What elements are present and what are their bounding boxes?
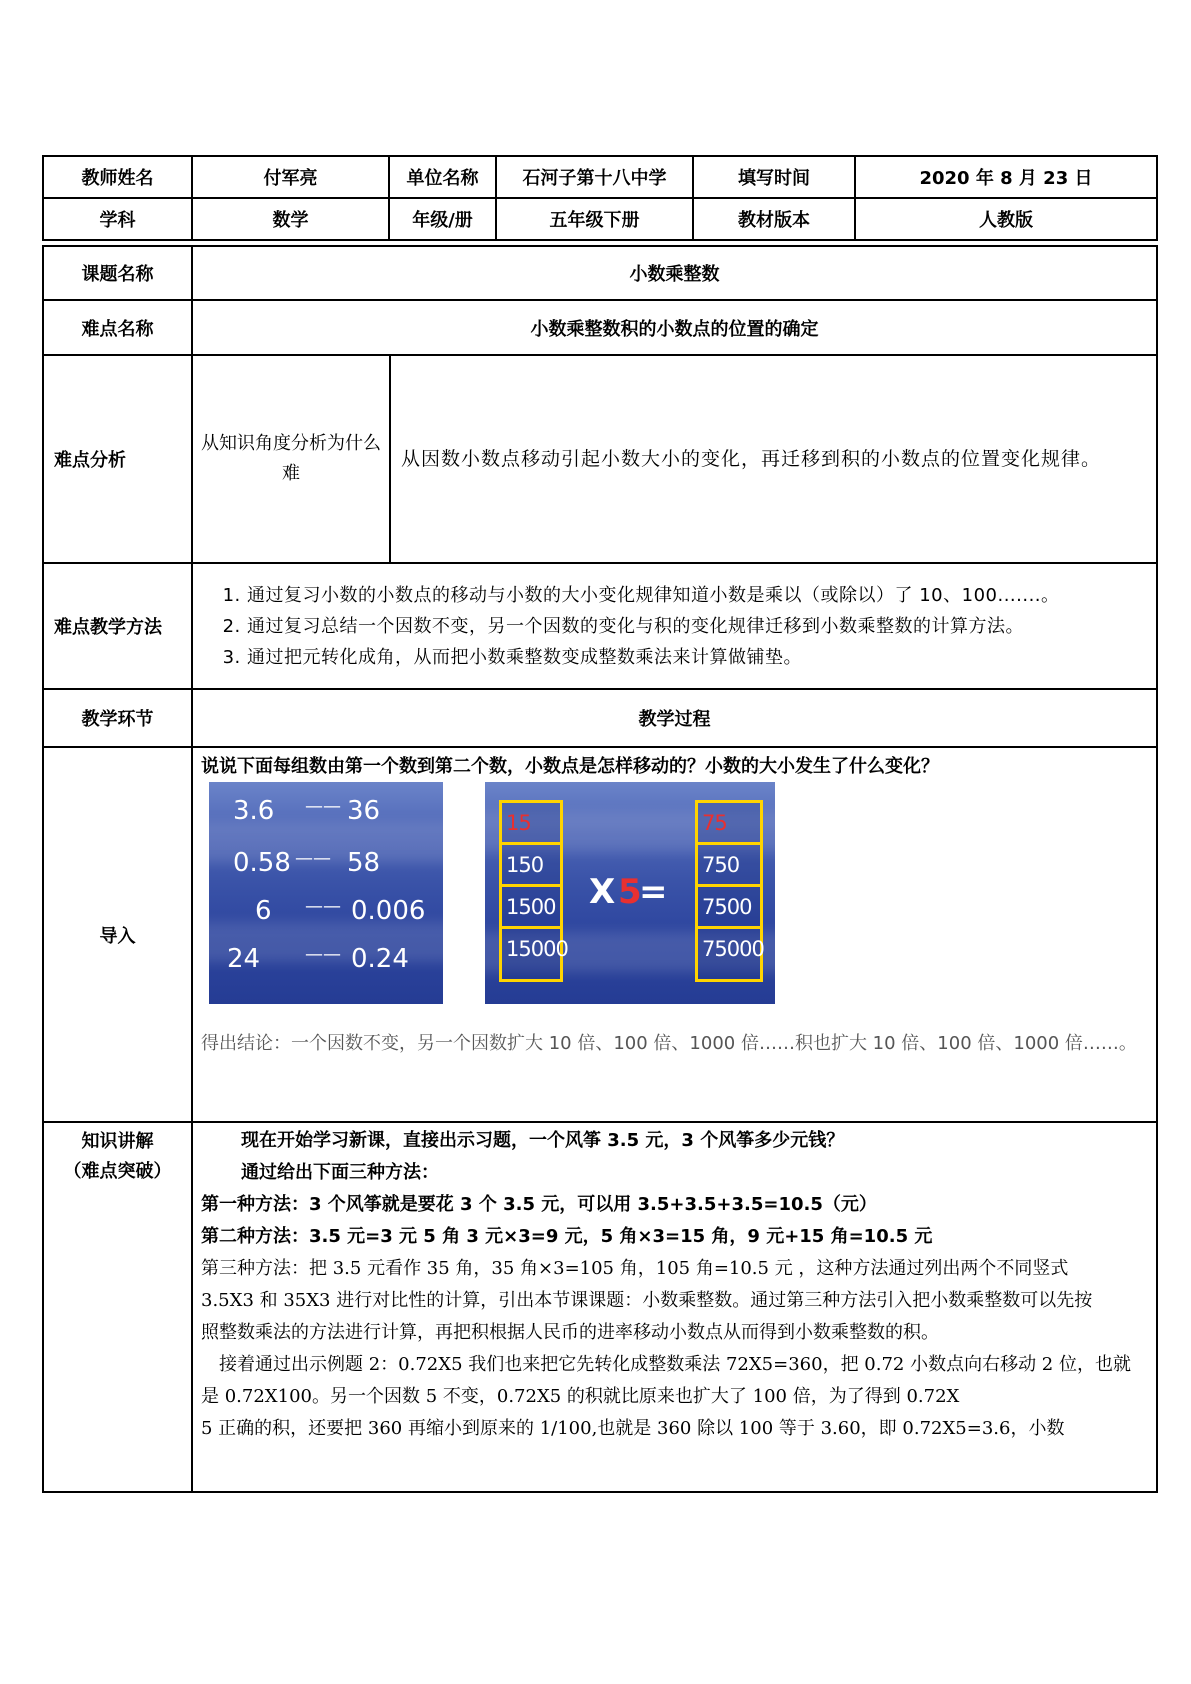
left-cell-4: 15000 xyxy=(506,937,568,961)
img1-row1-a: 3.6 xyxy=(233,796,275,826)
img1-row4-a: 24 xyxy=(227,944,261,974)
topic-label: 课题名称 xyxy=(43,246,192,300)
analysis-text: 从因数小数点移动引起小数大小的变化，再迁移到积的小数点的位置变化规律。 xyxy=(401,447,1102,470)
img1-row2-b: 58 xyxy=(347,848,381,878)
intro-label: 导入 xyxy=(43,747,192,1122)
method-row xyxy=(43,563,1157,689)
subject-value: 数学 xyxy=(192,198,389,240)
lesson-plan-table xyxy=(42,155,1158,1493)
method-label: 难点教学方法 xyxy=(43,563,192,689)
right-cell-4: 75000 xyxy=(702,937,764,961)
header-row-1 xyxy=(43,156,1157,198)
date-label: 填写时间 xyxy=(693,156,855,198)
left-cell-1: 15 xyxy=(502,803,560,845)
difficulty-row xyxy=(43,300,1157,355)
analysis-label: 难点分析 xyxy=(43,355,192,563)
intro-question: 说说下面每组数由第一个数到第二个数，小数点是怎样移动的？小数的大小发生了什么变化？ xyxy=(201,756,939,777)
img1-row1-arrow: —— xyxy=(305,796,341,817)
analysis-row xyxy=(43,355,1157,563)
intro-images xyxy=(201,782,1148,1004)
img1-row4-arrow: —— xyxy=(305,944,341,965)
difficulty-value: 小数乘整数积的小数点的位置的确定 xyxy=(192,300,1157,355)
left-cell-2: 150 xyxy=(502,845,560,887)
teacher-label: 教师姓名 xyxy=(43,156,192,198)
header-row-2 xyxy=(43,198,1157,240)
knowledge-p3: 第一种方法：3 个风筝就是要花 3 个 3.5 元，可以用 3.5+3.5+3.5=10.5（元） xyxy=(201,1194,877,1215)
process-label: 教学环节 xyxy=(43,689,192,747)
process-header-row xyxy=(43,689,1157,747)
left-number-column xyxy=(499,800,568,982)
left-cell-3: 1500 xyxy=(502,887,560,929)
knowledge-p1: 现在开始学习新课，直接出示习题，一个风筝 3.5 元，3 个风筝多少元钱？ xyxy=(241,1130,845,1151)
multiply-sign: X xyxy=(589,872,616,912)
intro-row xyxy=(43,747,1157,1122)
right-cell-3: 7500 xyxy=(698,887,760,929)
method-item-3: 3. 通过把元转化成角，从而把小数乘整数变成整数乘法来计算做铺垫。 xyxy=(247,642,1148,673)
subject-label: 学科 xyxy=(43,198,192,240)
decimal-shift-image xyxy=(209,782,443,1004)
img1-row2-a: 0.58 xyxy=(233,848,291,878)
knowledge-p2: 通过给出下面三种方法： xyxy=(241,1162,439,1183)
img1-row3-arrow: —— xyxy=(305,896,341,917)
method-item-1: 1. 通过复习小数的小数点的移动与小数的大小变化规律知道小数是乘以（或除以）了 10、100.......。 xyxy=(247,580,1148,611)
knowledge-p7: 5 正确的积，还要把 360 再缩小到原来的 1/100,也就是 360 除以 100 等于 3.60，即 0.72X5=3.6，小数 xyxy=(201,1418,1065,1439)
edition-label: 教材版本 xyxy=(693,198,855,240)
teacher-value: 付军亮 xyxy=(192,156,389,198)
knowledge-label: 知识讲解 xyxy=(81,1131,154,1152)
unit-label: 单位名称 xyxy=(389,156,496,198)
right-cell-2: 750 xyxy=(698,845,760,887)
process-value: 教学过程 xyxy=(192,689,1157,747)
equals-sign: = xyxy=(639,872,668,912)
difficulty-label: 难点名称 xyxy=(43,300,192,355)
right-cell-1: 75 xyxy=(698,803,760,845)
knowledge-label-2: （难点突破） xyxy=(63,1161,172,1182)
knowledge-p4: 第二种方法：3.5 元=3 元 5 角 3 元×3=9 元，5 角×3=15 角，9 元+15 角=10.5 元 xyxy=(201,1226,933,1247)
topic-value: 小数乘整数 xyxy=(192,246,1157,300)
knowledge-p6: 接着通过出示例题 2：0.72X5 我们也来把它先转化成整数乘法 72X5=360，把 0.72 小数点向右移动 2 位，也就是 0.72X100。另一个因数 5 不变，0.72X5 的积就比原来也扩大了 100 倍，为了得到 0.72X xyxy=(201,1354,1131,1407)
method-item-2: 2. 通过复习总结一个因数不变，另一个因数的变化与积的变化规律迁移到小数乘整数的计算方法。 xyxy=(247,611,1148,642)
topic-row xyxy=(43,246,1157,300)
knowledge-p5: 第三种方法：把 3.5 元看作 35 角，35 角×3=105 角，105 角=10.5 元 ，这种方法通过列出两个不同竖式 3.5X3 和 35X3 进行对比性的计算，引出本节课课题：小数乘整数。通过第三种方法引入把小数乘整数可以先按照整数乘法的方法进行计算，再把积根据人民币的进率移动小数点从而得到小数乘整数的积。 xyxy=(201,1258,1093,1343)
img1-row2-arrow: —— xyxy=(295,848,331,869)
knowledge-label-cell xyxy=(43,1122,192,1492)
edition-value: 人教版 xyxy=(855,198,1157,240)
img1-row3-b: 0.006 xyxy=(351,896,426,926)
method-list xyxy=(201,580,1148,673)
grade-value: 五年级下册 xyxy=(496,198,693,240)
multiplier-five: 5 xyxy=(618,872,642,912)
date-value: 2020 年 8 月 23 日 xyxy=(855,156,1157,198)
unit-value: 石河子第十八中学 xyxy=(496,156,693,198)
analysis-sub-label: 从知识角度分析为什么难 xyxy=(193,356,390,562)
img1-row3-a: 6 xyxy=(255,896,272,926)
intro-conclusion: 得出结论：一个因数不变，另一个因数扩大 10 倍、100 倍、1000 倍……积也扩大 10 倍、100 倍、1000 倍……。 xyxy=(201,1033,1137,1054)
img1-row4-b: 0.24 xyxy=(351,944,409,974)
product-change-image xyxy=(485,782,775,1004)
right-number-column xyxy=(695,800,763,982)
img1-row1-b: 36 xyxy=(347,796,381,826)
lesson-plan-sheet xyxy=(42,155,1156,1493)
grade-label: 年级/册 xyxy=(389,198,496,240)
knowledge-row xyxy=(43,1122,1157,1492)
